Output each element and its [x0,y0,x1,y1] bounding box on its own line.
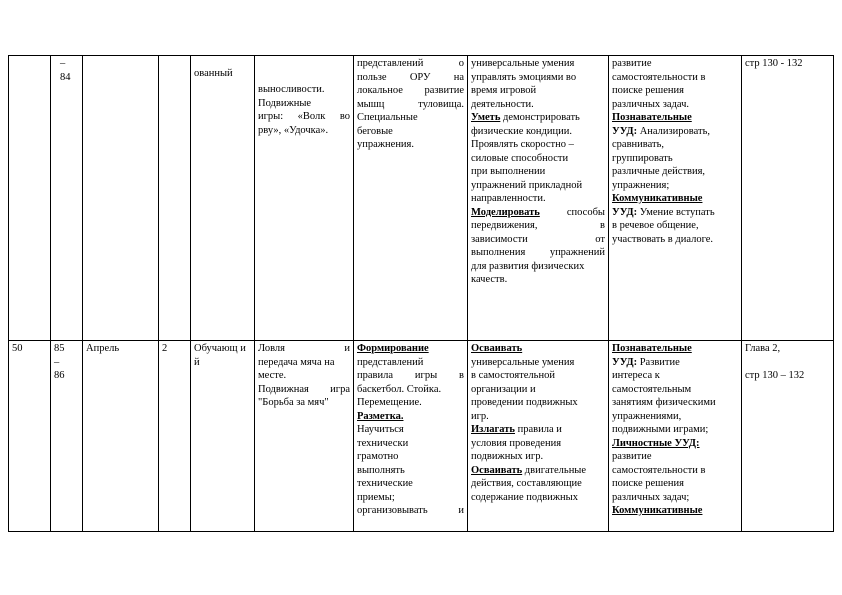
hours-cell [159,56,191,341]
lesson-content-cell: Ловля и передача мяча на месте. Подвижная игра "Борьба за мяч" [255,341,354,532]
content-elements-cell: представлений о пользе ОРУ на локальное развитие мышц туловища. Специальные беговые упражнения. [354,56,468,341]
lesson-id-cell: 85 – 86 [51,341,83,532]
content-elements-cell: Формирование представлений правила игры в баскетбол. Стойка. Перемещение. Разметка. Научиться технически грамотно выполнять технические приемы; организовывать и [354,341,468,532]
learning-skills-cell: Осваивать универсальные умения в самостоятельной организации и проведении подвижных игр. Излагать правила и условия проведения подвижных игр. Осваивать двигательные действия, составляющие содержание подвижных [468,341,609,532]
table-row [9,341,834,532]
uud-cell: Познавательные УУД: Развитие интереса к самостоятельным занятиям физическими упражнениями, подвижными играми; Личностные УУД: развитие самостоятельности в поиске решения различных задач; Коммуникативные [609,341,742,532]
lesson-number-cell: 50 [9,341,51,532]
learning-skills-cell: универсальные умения управлять эмоциями во время игровой деятельности. Уметь демонстрировать физические кондиции. Проявлять скоростно – силовые способности при выполнении упражнений прикладной направленности. Моделировать способы передвижения, в зависимости от выполнения упражнений для развития физических качеств. [468,56,609,341]
lesson-id-cell: – 84 [51,56,83,341]
hours-cell: 2 [159,341,191,532]
lesson-number-cell [9,56,51,341]
month-cell: Апрель [83,341,159,532]
lesson-type-cell: ованный [191,56,255,341]
reference-cell: Глава 2, стр 130 – 132 [742,341,834,532]
table-row [9,56,834,341]
lesson-content-cell: выносливости. Подвижные игры: «Волк во рву», «Удочка». [255,56,354,341]
month-cell [83,56,159,341]
lesson-plan-table [8,55,834,532]
reference-cell: стр 130 - 132 [742,56,834,341]
uud-cell: развитие самостоятельности в поиске решения различных задач. Познавательные УУД: Анализировать, сравнивать, группировать различные действия, упражнения; Коммуникативные УУД: Умение вступать в речевое общение, участвовать в диалоге. [609,56,742,341]
lesson-type-cell: Обучающ ий [191,341,255,532]
